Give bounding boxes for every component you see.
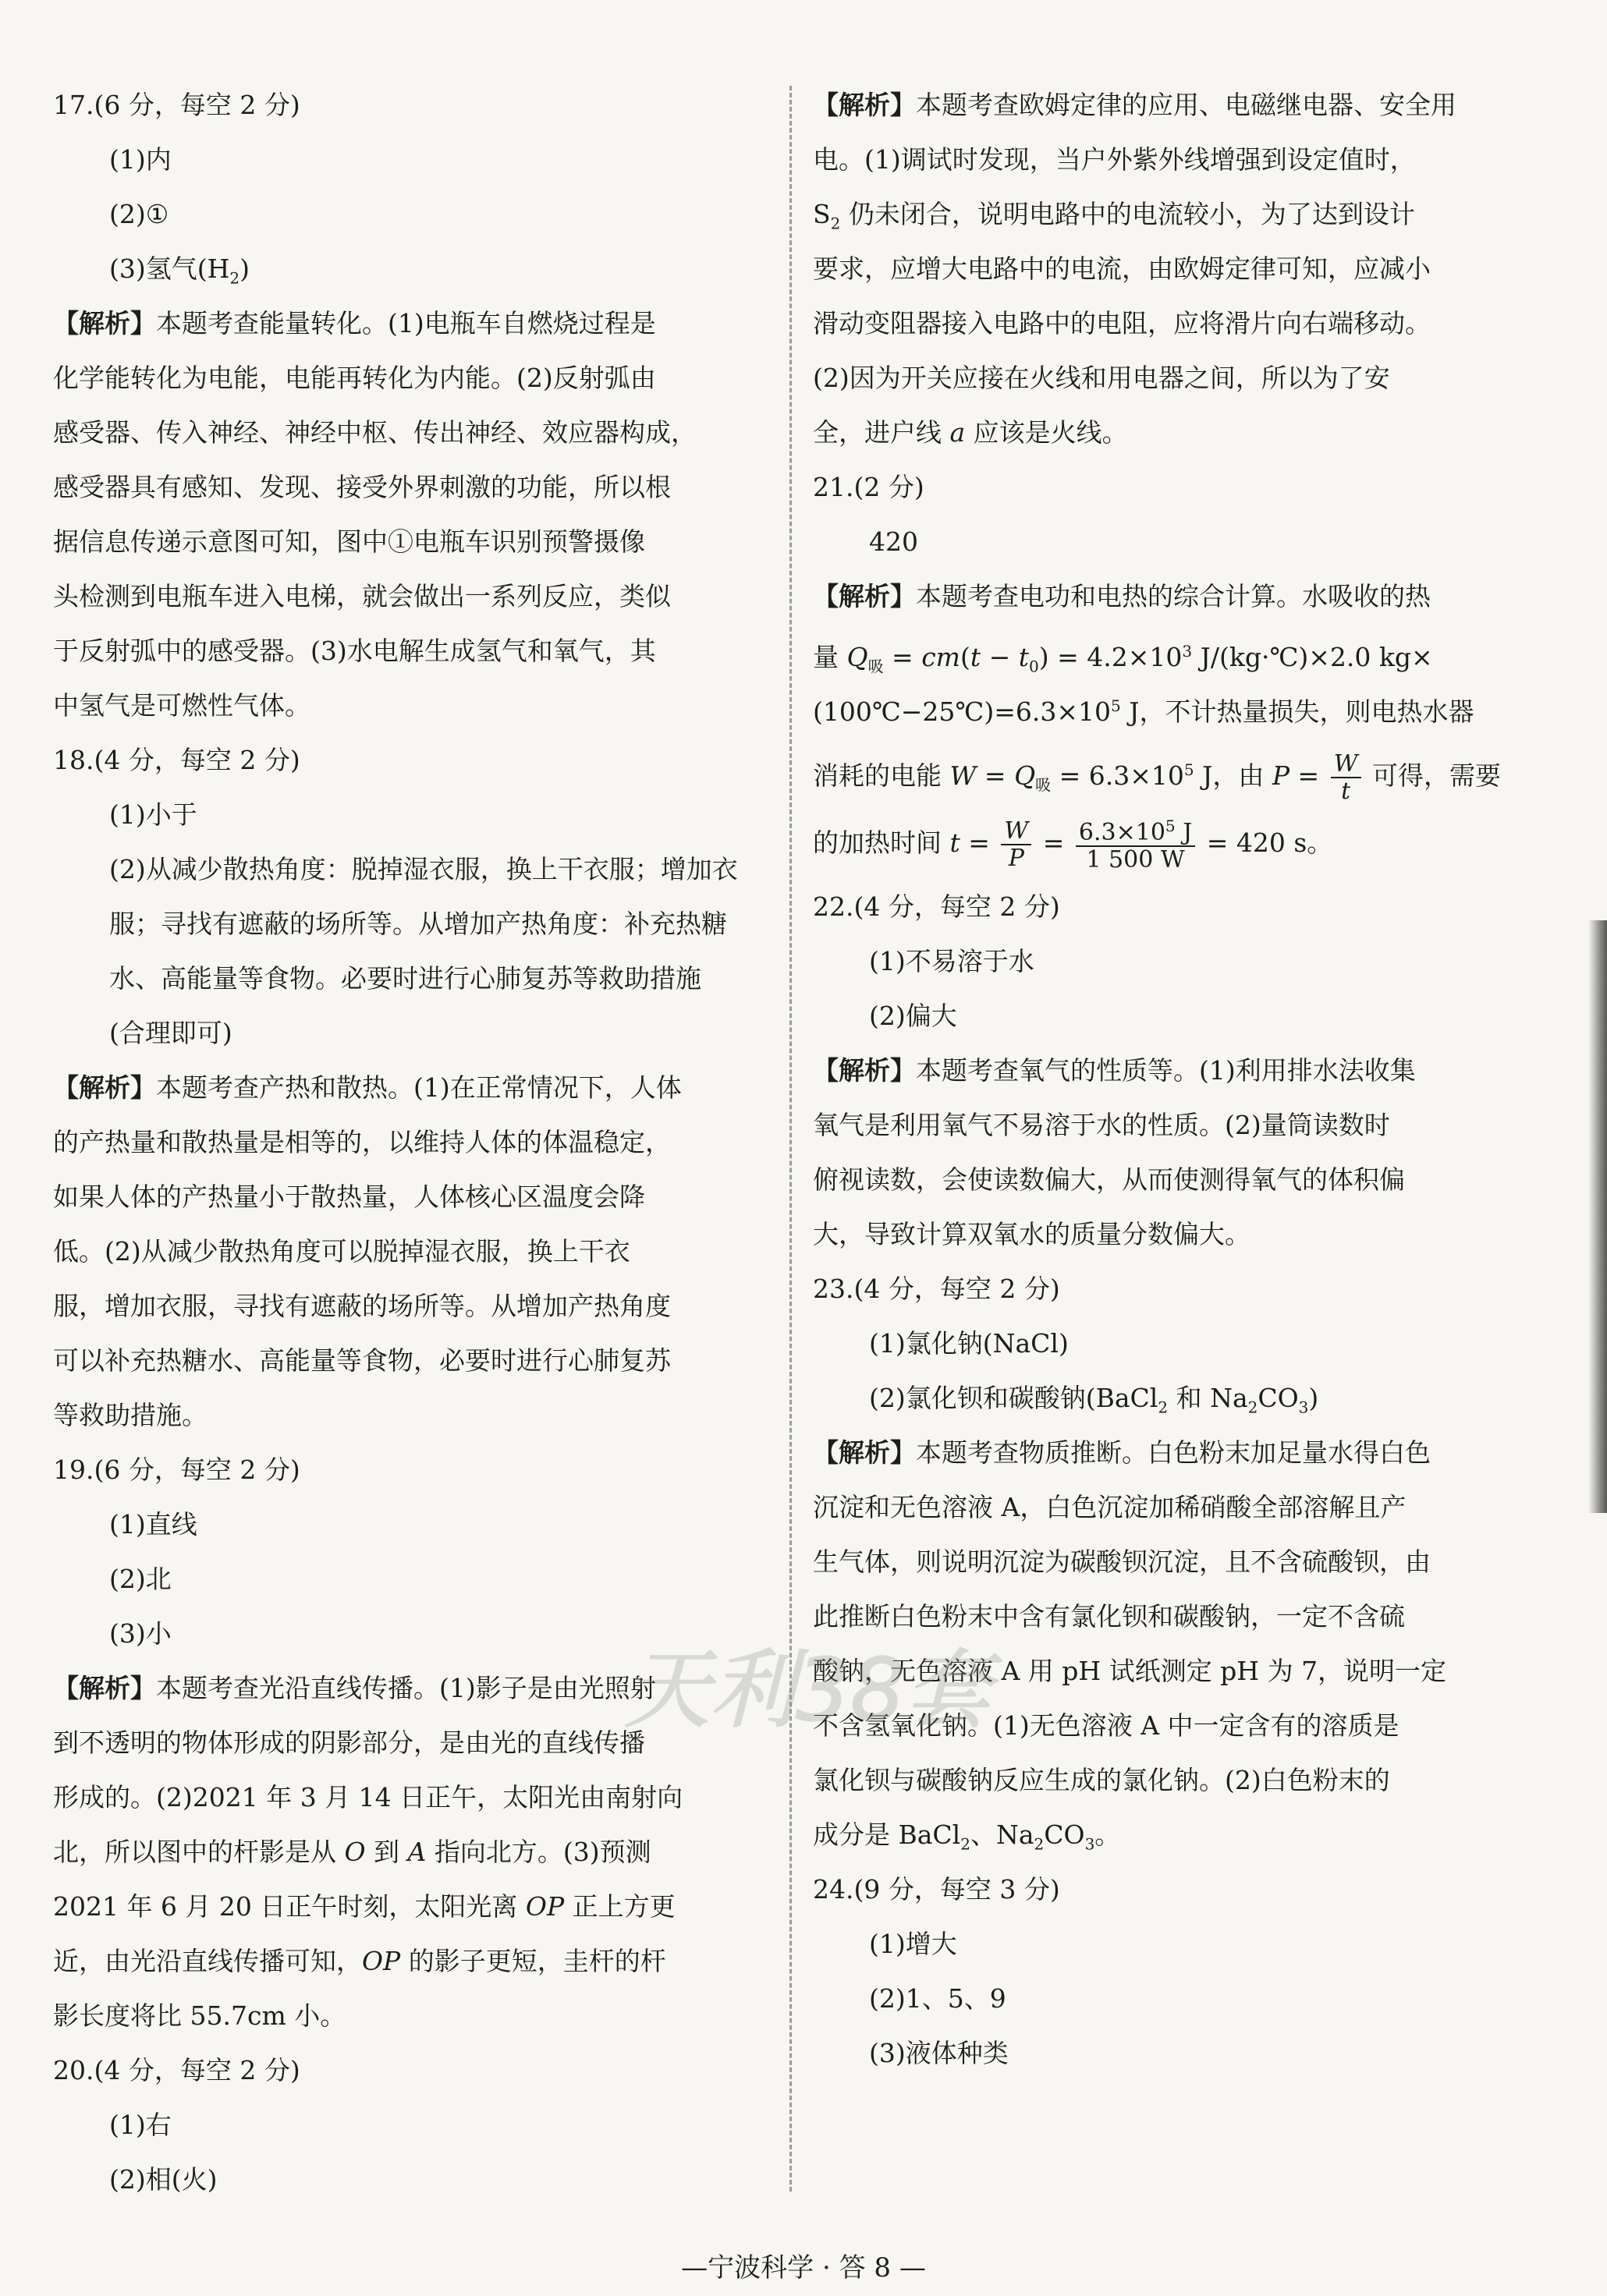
answer-line: 水、高能量等食物。必要时进行心肺复苏等救助措施 [109, 963, 701, 994]
analysis-text: 本题考查欧姆定律的应用、电磁继电器、安全用 [916, 90, 1456, 120]
analysis-line: 的产热量和散热量是相等的，以维持人体的体温稳定， [53, 1127, 671, 1157]
analysis-line: 生气体，则说明沉淀为碳酸钡沉淀，且不含硫酸钡，由 [813, 1547, 1431, 1577]
analysis-line: 量 $Q_吸 = cm(t - t_0) = 4.2\times 10^3$ J/(kg·℃)×2.0 kg× [813, 642, 1433, 676]
answer-line: (1)增大 [869, 1929, 957, 1959]
question-header: 18.(4 分，每空 2 分) [53, 745, 300, 775]
answer-line: (2)1、5、9 [869, 1983, 1006, 2014]
answer-line: (2)① [109, 199, 169, 229]
right-column [813, 78, 1531, 2081]
analysis-text: 本题考查物质推断。白色粉末加足量水得白色 [916, 1437, 1431, 1468]
watermark-text: 天利38套 [624, 1640, 991, 1740]
analysis-line: 此推断白色粉末中含有氯化钡和碳酸钠，一定不含硫 [813, 1601, 1405, 1632]
analysis-text: 本题考查氧气的性质等。(1)利用排水法收集 [916, 1055, 1416, 1086]
answer-line: (1)右 [109, 2110, 172, 2140]
analysis-line: 成分是 BaCl$_2$、$Na_2CO_3$。 [813, 1819, 1121, 1854]
analysis-line: $(100℃-25℃)=6.3\times 10^5$ J，不计热量损失，则电热水器 [813, 696, 1474, 727]
analysis-line: 2021 年 6 月 20 日正午时刻，太阳光离 OP 正上方更 [53, 1891, 676, 1922]
analysis-label: 【解析】 [813, 1055, 916, 1086]
answer-line: 420 [869, 526, 918, 557]
analysis-line: 近，由光沿直线传播可知，OP 的影子更短，圭杆的杆 [53, 1946, 666, 1976]
analysis-line: 到不透明的物体形成的阴影部分，是由光的直线传播 [53, 1727, 645, 1758]
question-header: 22.(4 分，每空 2 分) [813, 891, 1060, 922]
question-header: 17.(6 分，每空 2 分) [53, 90, 300, 120]
analysis-label: 【解析】 [53, 308, 156, 338]
analysis-line: 北，所以图中的杆影是从 O 到 A 指向北方。(3)预测 [53, 1837, 651, 1867]
analysis-line [53, 296, 759, 351]
analysis-line: 不含氢氧化钠。(1)无色溶液 A 中一定含有的溶质是 [813, 1710, 1399, 1741]
column-divider [789, 86, 792, 2191]
analysis-line [813, 569, 1531, 624]
answer-line: (1)不易溶于水 [869, 946, 1034, 976]
answer-line: (2)偏大 [869, 1001, 957, 1031]
analysis-line: 氧气是利用氧气不易溶于水的性质。(2)量筒读数时 [813, 1110, 1390, 1140]
analysis-line: 要求，应增大电路中的电流，由欧姆定律可知，应减小 [813, 253, 1431, 284]
answer-line: (合理即可) [109, 1018, 232, 1048]
analysis-formula-line: 消耗的电能 $W = Q_吸 = 6.3\times 10^5$ J，由 P = $\frac{W}{t}$ 可得，需要 [813, 750, 1502, 805]
analysis-line: 于反射弧中的感受器。(3)水电解生成氢气和氧气，其 [53, 636, 656, 666]
analysis-label: 【解析】 [813, 1437, 916, 1468]
question-header: 24.(9 分，每空 3 分) [813, 1874, 1060, 1904]
analysis-line [813, 1043, 1531, 1098]
analysis-line: 服，增加衣服，寻找有遮蔽的场所等。从增加产热角度 [53, 1291, 671, 1321]
analysis-label: 【解析】 [813, 90, 916, 120]
answer-line: (3)液体种类 [869, 2038, 1009, 2068]
answer-line: (2)从减少散热角度：脱掉湿衣服，换上干衣服；增加衣 [109, 854, 738, 884]
analysis-line: 全，进户线 a 应该是火线。 [813, 417, 1128, 448]
answer-line: (2)氯化钡和碳酸钠(BaCl$_2$ 和 $Na_2CO_3$) [869, 1383, 1319, 1417]
analysis-line: (2)因为开关应接在火线和用电器之间，所以为了安 [813, 363, 1390, 393]
question-header: 21.(2 分) [813, 472, 924, 502]
answer-line: (2)北 [109, 1564, 172, 1594]
answer-line: 服；寻找有遮蔽的场所等。从增加产热角度：补充热糖 [109, 909, 727, 939]
analysis-line: 中氢气是可燃性气体。 [53, 690, 310, 721]
analysis-line: 如果人体的产热量小于散热量，人体核心区温度会降 [53, 1182, 645, 1212]
analysis-line: 头检测到电瓶车进入电梯，就会做出一系列反应，类似 [53, 581, 671, 611]
analysis-label: 【解析】 [53, 1072, 156, 1103]
answer-line: (2)相(火) [109, 2164, 218, 2195]
page-edge-shadow [1588, 920, 1607, 1513]
analysis-line: 形成的。(2)2021 年 3 月 14 日正午，太阳光由南射向 [53, 1782, 683, 1812]
analysis-line: 据信息传递示意图可知，图中①电瓶车识别预警摄像 [53, 526, 645, 557]
left-column [53, 78, 759, 2207]
analysis-text: 本题考查产热和散热。(1)在正常情况下，人体 [156, 1072, 682, 1103]
question-header: 20.(4 分，每空 2 分) [53, 2055, 300, 2085]
analysis-line: 化学能转化为电能，电能再转化为内能。(2)反射弧由 [53, 363, 656, 393]
analysis-line: 俯视读数，会使读数偏大，从而使测得氧气的体积偏 [813, 1164, 1405, 1195]
analysis-text: 本题考查光沿直线传播。(1)影子是由光照射 [156, 1673, 656, 1703]
analysis-text: 本题考查电功和电热的综合计算。水吸收的热 [916, 581, 1431, 611]
answer-line: (3)氢气$(H_2)$ [109, 253, 250, 288]
answer-line: (1)内 [109, 144, 172, 175]
analysis-line [53, 1061, 759, 1115]
analysis-text: 本题考查能量转化。(1)电瓶车自燃烧过程是 [156, 308, 656, 338]
analysis-line: 可以补充热糖水、高能量等食物，必要时进行心肺复苏 [53, 1345, 671, 1376]
page-footer: —宁波科学 · 答 8 — [681, 2252, 926, 2284]
question-header: 19.(6 分，每空 2 分) [53, 1454, 300, 1485]
analysis-line [813, 78, 1531, 133]
analysis-label: 【解析】 [813, 581, 916, 611]
analysis-line: 低。(2)从减少散热角度可以脱掉湿衣服，换上干衣 [53, 1236, 630, 1267]
answer-line: (1)小于 [109, 799, 197, 830]
analysis-line [813, 1426, 1531, 1480]
analysis-label: 【解析】 [53, 1673, 156, 1703]
analysis-line: $S_2$ 仍未闭合，说明电路中的电流较小，为了达到设计 [813, 199, 1415, 233]
analysis-line: 沉淀和无色溶液 A，白色沉淀加稀硝酸全部溶解且产 [813, 1492, 1407, 1522]
answer-line: (1)氯化钠(NaCl) [869, 1328, 1069, 1359]
analysis-line: 电。(1)调试时发现，当户外紫外线增强到设定值时， [813, 144, 1416, 175]
answer-line: (3)小 [109, 1618, 172, 1649]
analysis-line: 影长度将比 55.7cm 小。 [53, 2000, 346, 2031]
analysis-formula-line: 的加热时间 t = $\frac{W}{P}$ = $\frac{6.3\times 10^5 J}{1 500 W}$ = 420 s。 [813, 816, 1333, 873]
analysis-line: 酸钠，无色溶液 A 用 pH 试纸测定 pH 为 7，说明一定 [813, 1656, 1447, 1686]
analysis-line: 等救助措施。 [53, 1400, 208, 1430]
analysis-line: 大，导致计算双氧水的质量分数偏大。 [813, 1219, 1250, 1249]
analysis-line: 感受器、传入神经、神经中枢、传出神经、效应器构成， [53, 417, 697, 448]
analysis-line: 滑动变阻器接入电路中的电阻，应将滑片向右端移动。 [813, 308, 1431, 338]
analysis-line: 感受器具有感知、发现、接受外界刺激的功能，所以根 [53, 472, 671, 502]
analysis-line: 氯化钡与碳酸钠反应生成的氯化钠。(2)白色粉末的 [813, 1765, 1390, 1795]
analysis-line [53, 1661, 759, 1716]
answer-line: (1)直线 [109, 1509, 197, 1540]
question-header: 23.(4 分，每空 2 分) [813, 1274, 1060, 1304]
